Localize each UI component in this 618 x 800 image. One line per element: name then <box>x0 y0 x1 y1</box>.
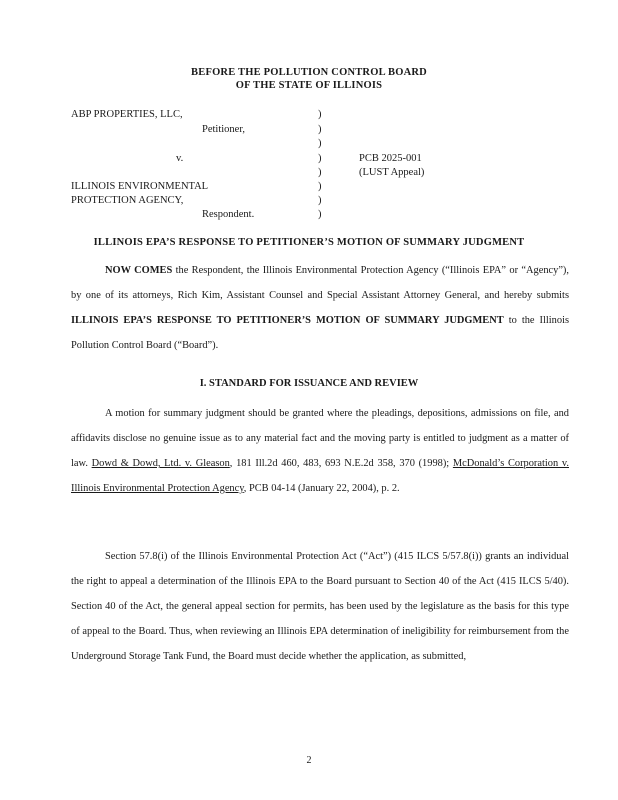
petitioner-name: ABP PROPERTIES, LLC, <box>71 109 183 120</box>
respondent-role: Respondent. <box>202 209 255 220</box>
case-type: (LUST Appeal) <box>359 167 425 178</box>
section-heading: I. STANDARD FOR ISSUANCE AND REVIEW <box>199 378 419 389</box>
respondent-name-line1: ILLINOIS ENVIRONMENTAL <box>71 181 209 192</box>
document-title: ILLINOIS EPA’S RESPONSE TO PETITIONER’S MOTION OF SUMMARY JUDGMENT <box>93 237 525 248</box>
standard-text-b: , 181 Ill.2d 460, 483, 693 N.E.2d 358, 370 (1998); <box>229 458 453 469</box>
intro-paragraph <box>71 258 569 358</box>
case-citation-mcdonalds: McDonald’s Corporation v. Illinois Environmental Protection Agency <box>71 458 569 494</box>
respondent-name-line2: PROTECTION AGENCY, <box>71 195 184 206</box>
standard-text-c: , PCB 04-14 (January 22, 2004), p. 2. <box>243 483 400 494</box>
caption-bracket: ) <box>318 153 322 164</box>
appeal-paragraph: Section 57.8(i) of the Illinois Environmental Protection Act (“Act”) (415 ILCS 5/57.8(i)) grants an individual the right to appeal a determination of the Illinois EPA to the Board pursuant to Section 40 of the Act (415 ILCS 5/40). Section 40 of the Act, the general appeal section for permits, has been used by the legislature as the basis for this type of appeal to the Board. Thus, when reviewing an Illinois EPA determination of ineligibility for reimbursement from the Underground Storage Tank Fund, the Board must decide whether the application, as submitted, <box>71 551 569 662</box>
caption-bracket: ) <box>318 138 322 149</box>
caption-bracket: ) <box>318 124 322 135</box>
versus-label: v. <box>176 153 184 164</box>
intro-lead: NOW COMES <box>105 265 173 276</box>
caption-bracket: ) <box>318 209 322 220</box>
standard-text-a: A motion for summary judgment should be granted where the pleadings, depositions, admissions on file, and affidavits disclose no genuine issue as to any material fact and the moving party is entitled to judgment as a matter of law. <box>71 408 569 469</box>
caption-bracket: ) <box>318 167 322 178</box>
caption-bracket: ) <box>318 109 322 120</box>
caption-bracket: ) <box>318 181 322 192</box>
petitioner-role: Petitioner, <box>202 124 246 135</box>
court-name-line1: BEFORE THE POLLUTION CONTROL BOARD <box>191 67 427 78</box>
intro-text-2: to the Illinois Pollution Control Board (“Board”). <box>71 315 570 351</box>
page-number: 2 <box>306 755 312 766</box>
standard-paragraph <box>71 401 569 501</box>
intro-bold-title: ILLINOIS EPA’S RESPONSE TO PETITIONER’S MOTION OF SUMMARY JUDGMENT <box>71 315 504 326</box>
intro-text-1: the Respondent, the Illinois Environmental Protection Agency (“Illinois EPA” or “Agency”), by one of its attorneys, Rich Kim, Assistant Counsel and Special Assistant Attorney General, and hereby submits <box>71 265 569 301</box>
case-citation-dowd: Dowd & Dowd, Ltd. v. Gleason <box>91 458 230 469</box>
case-number: PCB 2025-001 <box>359 153 422 164</box>
caption-bracket: ) <box>318 195 322 206</box>
court-name-line2: OF THE STATE OF ILLINOIS <box>235 80 383 91</box>
